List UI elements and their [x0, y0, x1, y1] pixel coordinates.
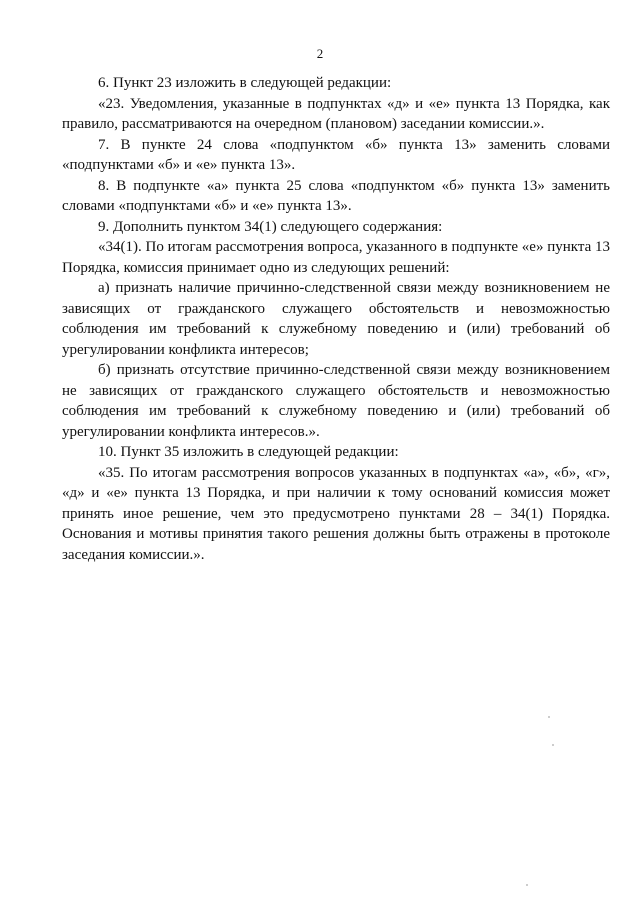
scan-speck	[552, 744, 554, 746]
paragraph-item-9: 9. Дополнить пунктом 34(1) следующего содержания:	[98, 218, 443, 235]
paragraph-quote-23: «23. Уведомления, указанные в подпунктах «д» и «е» пункта 13 Порядка, как правило, рассматриваются на очередном (плановом) заседании комиссии.».	[62, 95, 610, 132]
paragraph-item-10: 10. Пункт 35 изложить в следующей редакции:	[98, 444, 399, 460]
scan-speck	[548, 716, 550, 718]
paragraph-subitem-b: б) признать отсутствие причинно-следственной связи между возникновением не зависящих от гражданского служащего обстоятельств и невозможностью соблюдения им требований к служебному поведению и (или) требований об урегулировании конфликта интересов.».	[62, 362, 610, 440]
paragraph-item-7: 7. В пункте 24 слова «подпунктом «б» пункта 13» заменить словами «подпунктами «б» и «е» пункта 13».	[62, 136, 610, 173]
scan-speck	[526, 884, 528, 886]
paragraph-item-8: 8. В подпункте «а» пункта 25 слова «подпунктом «б» пункта 13» заменить словами «подпунктами «б» и «е» пункта 13».	[62, 177, 610, 214]
paragraph-item-6: 6. Пункт 23 изложить в следующей редакции:	[98, 75, 392, 91]
paragraph-quote-35: «35. По итогам рассмотрения вопросов указанных в подпунктах «а», «б», «г», «д» и «е» пункта 13 Порядка, и при наличии к тому оснований комиссия может принять иное решение, чем это предусмотрено пунктами 28 – 34(1) Порядка. Основания и мотивы принятия такого решения должны быть отражены в протоколе заседания комиссии.».	[62, 464, 610, 563]
document-body	[62, 73, 610, 565]
page-number: 2	[316, 46, 324, 61]
paragraph-subitem-a: а) признать наличие причинно-следственной связи между возникновением не зависящих от гражданского служащего обстоятельств и невозможностью соблюдения им требований к служебному поведению и (или) требований об урегулировании конфликта интересов;	[62, 280, 610, 358]
paragraph-quote-34-1: «34(1). По итогам рассмотрения вопроса, указанного в подпункте «е» пункта 13 Порядка, комиссия принимает одно из следующих решений:	[62, 239, 611, 276]
